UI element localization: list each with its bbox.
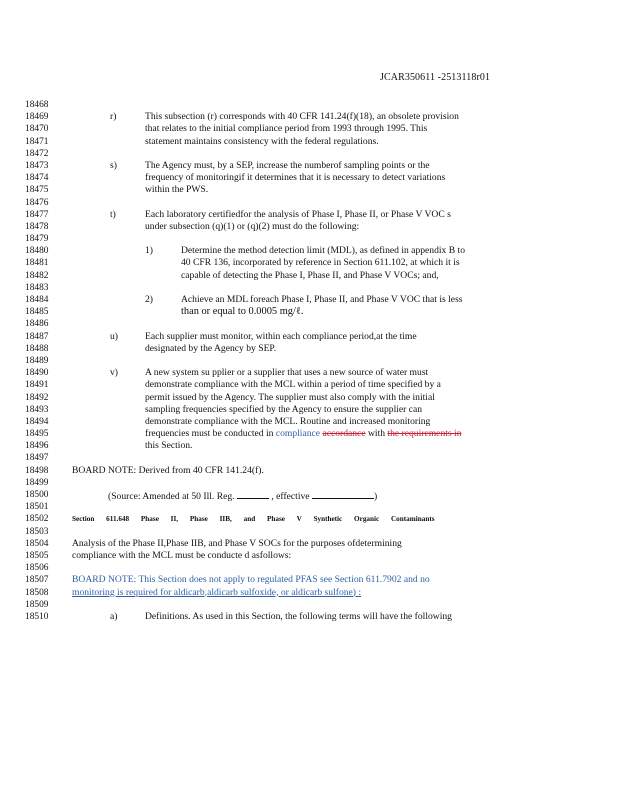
blank-effective-date bbox=[312, 489, 374, 499]
doc-line bbox=[0, 392, 618, 404]
line-text: A new system su pplier or a supplier that uses a new source of water must bbox=[145, 367, 429, 379]
line-number: 18491 bbox=[25, 380, 49, 391]
deleted-text: accordance bbox=[322, 428, 366, 440]
doc-line bbox=[0, 611, 618, 623]
line-number: 18477 bbox=[25, 209, 49, 220]
doc-line bbox=[0, 477, 618, 489]
line-number: 18496 bbox=[25, 441, 49, 452]
source-text: ) bbox=[373, 491, 378, 502]
line-number: 18507 bbox=[25, 575, 49, 586]
line-text: that relates to the initial compliance period from 1993 through 1995. This bbox=[145, 123, 428, 135]
line-number: 18470 bbox=[25, 124, 49, 135]
doc-line bbox=[0, 404, 618, 416]
line-number: 18486 bbox=[25, 319, 49, 330]
line-text: frequency of monitoringif it determines that it is necessary to detect variations bbox=[145, 172, 446, 184]
subsection-label: t) bbox=[110, 208, 116, 220]
line-text: sampling frequencies specified by the Agency to ensure the supplier can bbox=[145, 403, 423, 415]
line-text: Each supplier must monitor, within each compliance period,at the time bbox=[145, 330, 417, 342]
doc-line bbox=[0, 136, 618, 148]
line-number: 18478 bbox=[25, 221, 49, 232]
line-number: 18503 bbox=[25, 526, 49, 537]
subsection-label: a) bbox=[110, 610, 118, 622]
line-number: 18480 bbox=[25, 246, 49, 257]
doc-line bbox=[0, 562, 618, 574]
line-text: capable of detecting the Phase I, Phase II, and Phase V VOCs; and, bbox=[181, 269, 439, 281]
line-text: 40 CFR 136, incorporated by reference in Section 611.102, at which it is bbox=[181, 257, 460, 269]
line-text: permit issued by the Agency. The supplier must also comply with the initial bbox=[145, 391, 435, 403]
line-number: 18481 bbox=[25, 258, 49, 269]
line-text bbox=[145, 428, 462, 440]
line-number: 18502 bbox=[25, 514, 49, 525]
line-number: 18501 bbox=[25, 502, 49, 513]
doc-line bbox=[0, 489, 618, 501]
line-number: 18476 bbox=[25, 197, 49, 208]
doc-line bbox=[0, 257, 618, 269]
doc-line bbox=[0, 270, 618, 282]
doc-line bbox=[0, 538, 618, 550]
line-number: 18489 bbox=[25, 355, 49, 366]
line-number: 18509 bbox=[25, 599, 49, 610]
board-note: BOARD NOTE: Derived from 40 CFR 141.24(f). bbox=[72, 464, 264, 476]
line-text: designated by the Agency by SEP. bbox=[145, 342, 277, 354]
line-text-part: frequencies must be conducted in bbox=[145, 428, 276, 440]
doc-line bbox=[0, 197, 618, 209]
subsection-label: 1) bbox=[145, 245, 153, 257]
source-text: (Source: Amended at 50 Ill. Reg. bbox=[108, 491, 237, 502]
line-text: under subsection (q)(1) or (q)(2) must do the following: bbox=[145, 220, 360, 232]
line-text: Each laboratory certifiedfor the analysis of Phase I, Phase II, or Phase V VOC s bbox=[145, 208, 451, 220]
doc-line bbox=[0, 465, 618, 477]
doc-line bbox=[0, 282, 618, 294]
doc-line bbox=[0, 99, 618, 111]
line-number: 18472 bbox=[25, 148, 49, 159]
doc-line bbox=[0, 209, 618, 221]
line-text: The Agency must, by a SEP, increase the numberof sampling points or the bbox=[145, 159, 430, 171]
doc-line bbox=[0, 587, 618, 599]
subsection-label: 2) bbox=[145, 294, 153, 305]
line-number: 18482 bbox=[25, 270, 49, 281]
line-number: 18487 bbox=[25, 331, 49, 342]
line-number: 18506 bbox=[25, 563, 49, 574]
line-text: Analysis of the Phase II,Phase IIB, and Phase V SOCs for the purposes ofdetermining bbox=[72, 537, 402, 549]
doc-line bbox=[0, 599, 618, 611]
doc-line bbox=[0, 160, 618, 172]
doc-line bbox=[0, 245, 618, 257]
line-number: 18485 bbox=[25, 307, 49, 318]
line-text: compliance with the MCL must be conducte d asfollows: bbox=[72, 549, 292, 561]
line-text-part: with bbox=[365, 428, 388, 440]
doc-line bbox=[0, 379, 618, 391]
line-text: statement maintains consistency with the federal regulations. bbox=[145, 135, 379, 147]
line-text: This subsection (r) corresponds with 40 CFR 141.24(f)(18), an obsolete provision bbox=[145, 111, 459, 123]
doc-line bbox=[0, 294, 618, 306]
line-number: 18500 bbox=[25, 490, 49, 500]
doc-line bbox=[0, 306, 618, 318]
document-id-header: JCAR350611 -2513118r01 bbox=[380, 72, 491, 83]
doc-line bbox=[0, 148, 618, 160]
doc-line bbox=[0, 123, 618, 135]
doc-line bbox=[0, 452, 618, 464]
doc-line bbox=[0, 331, 618, 343]
doc-line bbox=[0, 111, 618, 123]
line-text: within the PWS. bbox=[145, 184, 209, 196]
line-number: 18494 bbox=[25, 416, 49, 427]
doc-line bbox=[0, 526, 618, 538]
subsection-label: s) bbox=[110, 159, 117, 171]
line-number: 18493 bbox=[25, 404, 49, 415]
subsection-label: u) bbox=[110, 330, 118, 342]
line-number: 18504 bbox=[25, 538, 49, 549]
inserted-text: compliance bbox=[275, 428, 321, 440]
line-number: 18505 bbox=[25, 550, 49, 561]
inserted-board-note: monitoring is required for aldicarb,aldicarb sulfoxide, or aldicarb sulfone) : bbox=[72, 586, 362, 598]
line-text: Definitions. As used in this Section, the following terms will have the following bbox=[145, 610, 452, 622]
line-number: 18497 bbox=[25, 453, 49, 464]
line-text: this Section. bbox=[145, 440, 193, 452]
blank-reg-number bbox=[237, 489, 269, 499]
doc-line bbox=[0, 574, 618, 586]
doc-line bbox=[0, 416, 618, 428]
doc-line bbox=[0, 550, 618, 562]
source-text: , effective bbox=[268, 491, 312, 502]
line-text: Determine the method detection limit (MDL), as defined in appendix B to bbox=[181, 245, 466, 257]
line-text: than or equal to 0.0005 mg/ℓ. bbox=[181, 306, 304, 318]
line-number: 18475 bbox=[25, 185, 49, 196]
section-heading: Section 611.648 Phase II, Phase IIB, and Phase V Synthetic Organic Contaminants bbox=[72, 515, 435, 524]
document-body bbox=[0, 99, 618, 623]
doc-line bbox=[0, 440, 618, 452]
line-text: Achieve an MDL foreach Phase I, Phase II, and Phase V VOC that is less bbox=[181, 294, 463, 305]
line-number: 18484 bbox=[25, 295, 49, 305]
line-number: 18468 bbox=[25, 100, 49, 110]
line-number: 18508 bbox=[25, 587, 49, 598]
doc-line bbox=[0, 184, 618, 196]
doc-line bbox=[0, 428, 618, 440]
line-text: demonstrate compliance with the MCL. Routine and increased monitoring bbox=[145, 415, 431, 427]
subsection-label: v) bbox=[110, 367, 118, 379]
line-number: 18510 bbox=[25, 611, 49, 622]
line-number: 18492 bbox=[25, 392, 49, 403]
line-number: 18479 bbox=[25, 234, 49, 245]
line-number: 18495 bbox=[25, 429, 49, 440]
doc-line bbox=[0, 343, 618, 355]
line-number: 18488 bbox=[25, 343, 49, 354]
doc-line bbox=[0, 318, 618, 330]
line-number: 18490 bbox=[25, 368, 49, 379]
doc-line bbox=[0, 367, 618, 379]
doc-line bbox=[0, 233, 618, 245]
subsection-label: r) bbox=[110, 111, 117, 123]
doc-line bbox=[0, 501, 618, 513]
doc-line bbox=[0, 355, 618, 367]
line-text: demonstrate compliance with the MCL within a period of time specified by a bbox=[145, 379, 441, 391]
line-number: 18499 bbox=[25, 477, 49, 488]
line-number: 18471 bbox=[25, 136, 49, 147]
doc-line bbox=[0, 221, 618, 233]
line-number: 18473 bbox=[25, 160, 49, 171]
deleted-text: the requirements in bbox=[387, 428, 462, 440]
line-number: 18469 bbox=[25, 112, 49, 123]
inserted-board-note: BOARD NOTE: This Section does not apply to regulated PFAS see Section 611.7902 and no bbox=[72, 574, 430, 586]
doc-line bbox=[0, 513, 618, 525]
line-number: 18474 bbox=[25, 173, 49, 184]
line-number: 18498 bbox=[25, 465, 49, 476]
doc-line bbox=[0, 172, 618, 184]
line-number: 18483 bbox=[25, 282, 49, 293]
